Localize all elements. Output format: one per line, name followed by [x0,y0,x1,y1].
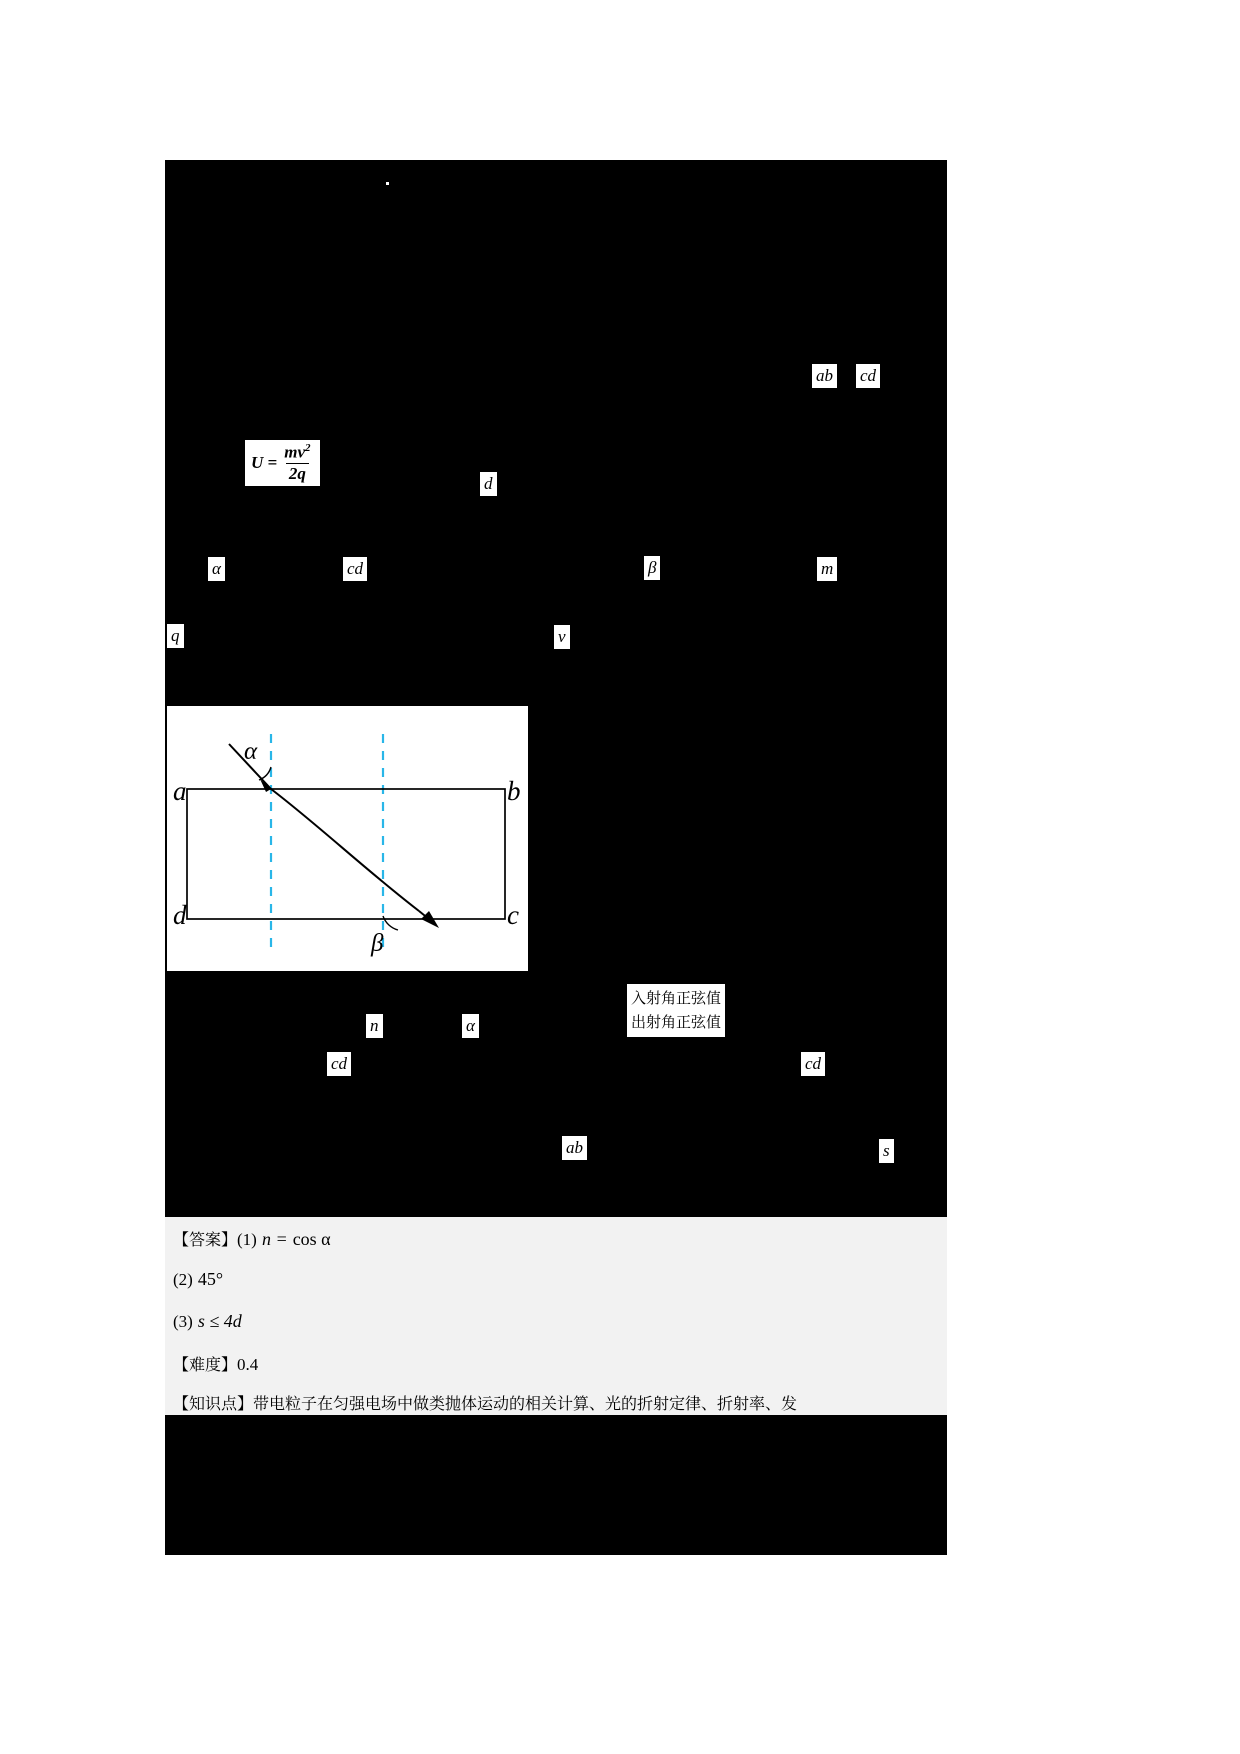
token-cd-1: cd [856,364,880,388]
token-cd-2: cd [343,557,367,581]
difficulty-label: 【难度】 [173,1355,238,1374]
answer-line-1 [173,1227,331,1250]
answer-line-difficulty [173,1352,258,1375]
token-n-1: n [366,1014,383,1038]
answer-item2-value: 45° [197,1269,224,1289]
token-cd-4: cd [801,1052,825,1076]
formula-denominator: 2q [286,463,309,483]
label-beta: β [371,930,384,957]
token-s-1: s [879,1139,894,1163]
answer-item1-lhs: n = [261,1229,288,1249]
token-ab-1: ab [812,364,837,388]
answer-line-2 [173,1269,223,1290]
incident-angle-sine-label: 入射角正弦值 [631,989,722,1007]
page-speck [386,182,389,185]
answer-label: 【答案】 [173,1230,238,1249]
token-m-1: m [817,557,837,581]
redacted-body-main [165,160,947,1217]
token-d-1: d [480,472,497,496]
token-cd-3: cd [327,1052,351,1076]
angle-sine-labels [627,984,725,1037]
formula-voltage-chip [245,440,320,486]
answer-item1-prefix: (1) [237,1230,257,1249]
label-b: b [507,776,521,806]
refraction-diagram [167,706,528,971]
token-q-1: q [167,624,184,648]
label-alpha: α [244,738,258,765]
token-alpha-2: α [462,1014,479,1038]
formula-fraction [281,443,313,482]
token-v-1: v [554,625,570,649]
refraction-diagram-svg [167,706,528,971]
formula-numerator: $mv^2$ [284,442,311,462]
token-beta-1: β [644,556,660,580]
answer-line-knowledge [173,1391,797,1414]
difficulty-value: 0.4 [237,1355,259,1374]
knowledge-value: 带电粒子在匀强电场中做类抛体运动的相关计算、光的折射定律、折射率、发 [253,1394,798,1413]
knowledge-label: 【知识点】 [173,1394,254,1413]
redacted-body-bottom [165,1415,947,1555]
label-d: d [173,900,187,930]
answer-item2-prefix: (2) [173,1270,193,1289]
answer-item3-expr: s ≤ 4d [197,1311,242,1331]
answer-line-3 [173,1311,242,1332]
token-ab-2: ab [562,1136,587,1160]
label-a: a [173,776,187,806]
formula-lhs: U = [251,452,278,472]
exit-angle-sine-label: 出射角正弦值 [631,1013,722,1032]
answer-section [165,1217,947,1415]
token-alpha-1: α [208,557,225,581]
answer-item1-rhs: cos α [292,1229,331,1249]
answer-item3-prefix: (3) [173,1312,193,1331]
label-c: c [507,900,519,930]
